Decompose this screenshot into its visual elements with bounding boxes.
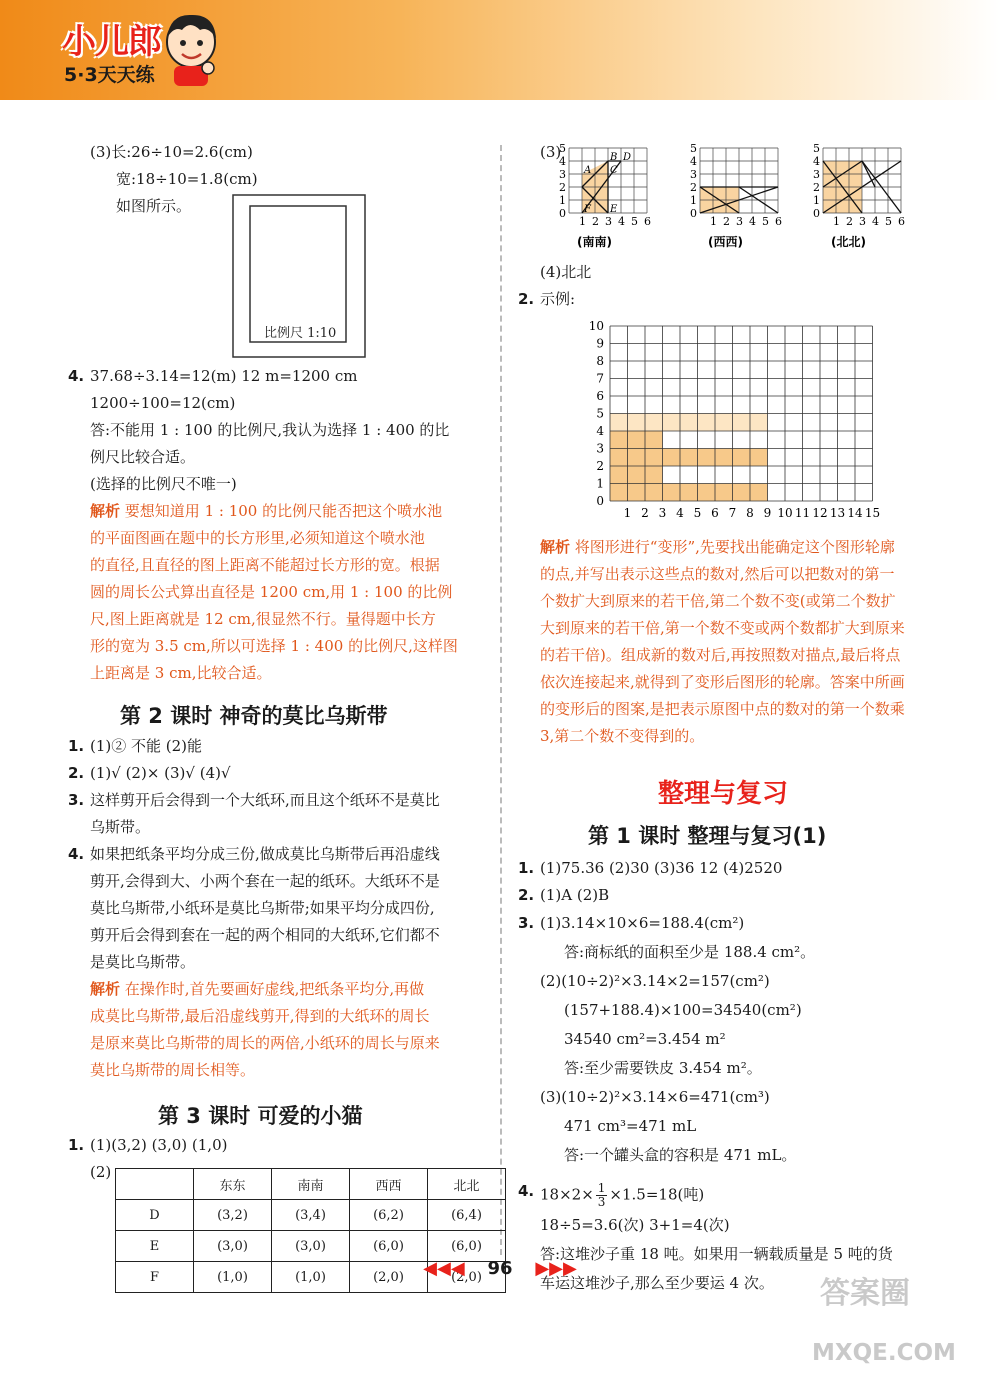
analysis-line: 要想知道用 1 : 100 的比例尺能否把这个喷水池: [124, 502, 443, 520]
y-tick-label: 4: [559, 155, 566, 168]
table-cell: (3,2): [194, 1200, 272, 1231]
x-tick-label: 3: [736, 215, 743, 228]
table-cell: (1,0): [194, 1262, 272, 1293]
analysis-line: 莫比乌斯带的周长相等。: [90, 1061, 256, 1079]
answer-line: 剪开,会得到大、小两个套在一起的纸环。大纸环不是: [90, 872, 440, 890]
analysis-line: 成莫比乌斯带,最后沿虚线剪开,得到的大纸环的周长: [90, 1007, 430, 1025]
answer-line: (选择的比例尺不唯一): [90, 475, 237, 493]
y-tick-label: 4: [596, 424, 604, 438]
point-label: E: [610, 204, 618, 215]
answer-line: (3): [540, 143, 562, 161]
answer-line: (1)√ (2)× (3)√ (4)√: [90, 764, 231, 782]
answer-line: 示例:: [540, 290, 576, 308]
lesson-title: 第 2 课时 神奇的莫比乌斯带: [120, 704, 388, 728]
x-tick-label: 2: [846, 215, 853, 228]
x-tick-label: 6: [898, 215, 905, 228]
x-tick-label: 5: [693, 506, 702, 520]
table-header-cell: 南南: [272, 1169, 350, 1200]
analysis-line: 是原来莫比乌斯带的周长的两倍,小纸环的周长与原来: [90, 1034, 440, 1052]
y-tick-label: 3: [559, 168, 566, 181]
answer-line: (1)② 不能 (2)能: [90, 737, 203, 755]
x-tick-label: 3: [859, 215, 866, 228]
table-cell: (6,2): [350, 1200, 428, 1231]
table-cell: (1,0): [272, 1262, 350, 1293]
analysis-line: 上距离是 3 cm,比较合适。: [90, 664, 272, 682]
lesson-title: 第 3 课时 可爱的小猫: [158, 1104, 363, 1128]
x-tick-label: 5: [885, 215, 892, 228]
prev-arrows-icon: ◀◀◀: [423, 1258, 465, 1279]
analysis-block: [90, 502, 442, 522]
answer-line: 乌斯带。: [90, 818, 151, 836]
x-tick-label: 8: [746, 506, 754, 520]
question-number: 4.: [518, 1182, 535, 1200]
point-label: A: [584, 165, 592, 176]
table-header-cell: 北北: [428, 1169, 506, 1200]
table-cell: (6,4): [428, 1200, 506, 1231]
table-header-cell: [116, 1169, 194, 1200]
next-arrows-icon: ▶▶▶: [535, 1258, 577, 1279]
question-number: 4.: [68, 845, 85, 863]
question-number: 3.: [68, 791, 85, 809]
table-header-cell: 西西: [350, 1169, 428, 1200]
answer-line: 是莫比乌斯带。: [90, 953, 196, 971]
mascot-icon: [160, 10, 222, 88]
y-tick-label: 3: [690, 168, 697, 181]
expression-part: 18×2×: [540, 1185, 594, 1204]
y-tick-label: 6: [596, 389, 604, 403]
answer-line: 471 cm³=471 mL: [564, 1117, 697, 1135]
x-tick-label: 15: [864, 506, 881, 520]
y-tick-label: 5: [559, 142, 566, 155]
answer-line: 37.68÷3.14=12(m) 12 m=1200 cm: [90, 367, 358, 385]
page-number: 96: [487, 1258, 513, 1279]
answer-line: (1)3.14×10×6=188.4(cm²): [540, 914, 745, 932]
question-number: 4.: [68, 367, 85, 385]
question-number: 1.: [68, 737, 85, 755]
fraction: [596, 1182, 608, 1209]
question-number: 3.: [518, 914, 535, 932]
y-tick-label: 5: [596, 406, 604, 421]
logo-subtitle: 5·3天天练: [64, 64, 155, 86]
answer-line: (3)长:26÷10=2.6(cm): [90, 143, 253, 161]
watermark-logo: 答案圈: [820, 1276, 910, 1311]
answer-line: (2)(10÷2)²×3.14×2=157(cm²): [540, 972, 770, 990]
y-tick-label: 1: [559, 194, 566, 207]
coordinate-grid-chart: [588, 318, 898, 530]
answer-line: 答:至少需要铁皮 3.454 m²。: [564, 1059, 762, 1077]
analysis-block: [540, 538, 895, 558]
section-title: 整理与复习: [658, 779, 789, 809]
analysis-line: 的若干倍)。组成新的数对后,再按照数对描点,最后将点: [540, 646, 901, 664]
analysis-line: 将图形进行“变形”,先要找出能确定这个图形轮廓: [574, 538, 895, 556]
answer-line: 34540 cm²=3.454 m²: [564, 1030, 726, 1048]
y-tick-label: 3: [813, 168, 820, 181]
x-tick-label: 12: [812, 506, 828, 520]
analysis-line: 在操作时,首先要画好虚线,把纸条平均分,再做: [124, 980, 425, 998]
y-tick-label: 1: [813, 194, 820, 207]
shape-fill: [610, 414, 768, 432]
watermark-url: MXQE.COM: [812, 1340, 956, 1366]
answer-line: (3)(10÷2)²×3.14×6=471(cm³): [540, 1088, 770, 1106]
y-tick-label: 4: [690, 155, 697, 168]
y-tick-label: 5: [690, 142, 697, 155]
point-label: C: [610, 165, 618, 176]
point-label: B: [610, 152, 618, 163]
point-label: F: [584, 204, 591, 215]
answer-line: [540, 1182, 704, 1209]
analysis-line: 的平面图画在题中的长方形里,必须知道这个喷水池: [90, 529, 425, 547]
analysis-line: 形的宽为 3.5 cm,所以可选择 1 : 400 的比例尺,这样图: [90, 637, 458, 655]
y-tick-label: 2: [813, 181, 820, 194]
table-cell: (2,0): [428, 1262, 506, 1293]
table-row: [116, 1231, 506, 1262]
analysis-label: 解析: [90, 502, 121, 520]
answer-line: 答:这堆沙子重 18 吨。如果用一辆载质量是 5 吨的货: [540, 1245, 893, 1263]
x-tick-label: 5: [762, 215, 769, 228]
x-tick-label: 3: [605, 215, 612, 228]
answer-line: 1200÷100=12(cm): [90, 394, 236, 412]
y-tick-label: 0: [596, 494, 604, 508]
answer-line: 答:不能用 1 : 100 的比例尺,我认为选择 1 : 400 的比: [90, 421, 450, 439]
analysis-label: 解析: [90, 980, 121, 998]
answer-line: 宽:18÷10=1.8(cm): [116, 170, 258, 188]
question-number: 2.: [518, 290, 535, 308]
point-label: D: [623, 152, 632, 163]
x-tick-label: 10: [777, 506, 793, 520]
fraction-denominator: 3: [597, 1195, 606, 1210]
answer-line: (1)75.36 (2)30 (3)36 12 (4)2520: [540, 859, 783, 877]
grid-caption: (北北): [831, 235, 866, 249]
y-tick-label: 2: [690, 181, 697, 194]
table-cell: (3,0): [272, 1231, 350, 1262]
table-header-row: [116, 1169, 506, 1200]
question-number: 2.: [518, 886, 535, 904]
table-row: [116, 1200, 506, 1231]
x-tick-label: 9: [763, 506, 772, 520]
analysis-line: 大到原来的若干倍,第一个数不变或两个数都扩大到原来: [540, 619, 905, 637]
answer-line: 18÷5=3.6(次) 3+1=4(次): [540, 1216, 730, 1234]
table-cell: E: [116, 1231, 194, 1262]
y-tick-label: 5: [813, 142, 820, 155]
table-cell: (6,0): [350, 1231, 428, 1262]
analysis-line: 3,第二个数不变得到的。: [540, 727, 705, 745]
table-cell: (3,4): [272, 1200, 350, 1231]
y-tick-label: 2: [596, 459, 604, 473]
answer-line: 莫比乌斯带,小纸环是莫比乌斯带;如果平均分成四份,: [90, 899, 435, 917]
column-divider: [500, 145, 502, 1255]
answer-line: 如图所示。: [116, 197, 192, 215]
analysis-line: 的直径,且直径的图上距离不能超过长方形的宽。根据: [90, 556, 440, 574]
table-cell: (6,0): [428, 1231, 506, 1262]
x-tick-label: 1: [623, 506, 632, 520]
x-tick-label: 4: [872, 215, 879, 228]
y-tick-label: 7: [596, 371, 604, 386]
lesson-title: 第 1 课时 整理与复习(1): [588, 824, 827, 848]
y-tick-label: 3: [596, 441, 604, 456]
x-tick-label: 4: [676, 506, 684, 520]
answer-line: 如果把纸条平均分成三份,做成莫比乌斯带后再沿虚线: [90, 845, 440, 863]
scale-rectangle-figure: [232, 194, 366, 358]
answer-line: (4)北北: [540, 263, 592, 281]
table-cell: (3,0): [194, 1231, 272, 1262]
x-tick-label: 6: [644, 215, 651, 228]
question-number: 1.: [68, 1136, 85, 1154]
x-tick-label: 13: [829, 506, 846, 520]
analysis-line: 依次连接起来,就得到了变形后图形的轮廓。答案中所画: [540, 673, 905, 691]
answer-line: (2): [90, 1163, 112, 1181]
analysis-line: 的点,并写出表示这些点的数对,然后可以把数对的第一: [540, 565, 895, 583]
answer-line: 这样剪开后会得到一个大纸环,而且这个纸环不是莫比: [90, 791, 440, 809]
x-tick-label: 1: [833, 215, 840, 228]
x-tick-label: 2: [641, 506, 649, 520]
x-tick-label: 6: [711, 506, 719, 520]
x-tick-label: 14: [847, 506, 863, 520]
answer-line: (1)(3,2) (3,0) (1,0): [90, 1136, 228, 1154]
table-cell: (2,0): [350, 1262, 428, 1293]
y-tick-label: 4: [813, 155, 820, 168]
expression-part: ×1.5=18(吨): [609, 1185, 705, 1204]
answer-line: (157+188.4)×100=34540(cm²): [564, 1001, 802, 1019]
x-tick-label: 3: [658, 506, 667, 520]
x-tick-label: 1: [579, 215, 586, 228]
y-tick-label: 1: [690, 194, 697, 207]
x-tick-label: 7: [728, 506, 737, 520]
analysis-line: 圆的周长公式算出直径是 1200 cm,用 1 : 100 的比例: [90, 583, 453, 601]
table-cell: F: [116, 1262, 194, 1293]
table-header-cell: 东东: [194, 1169, 272, 1200]
fraction-numerator: 1: [597, 1181, 606, 1195]
answer-line: 答:一个罐头盒的容积是 471 mL。: [564, 1146, 797, 1164]
answer-line: 剪开后会得到套在一起的两个相同的大纸环,它们都不: [90, 926, 440, 944]
x-tick-label: 4: [618, 215, 625, 228]
analysis-line: 尺,图上距离就是 12 cm,很显然不行。量得题中长方: [90, 610, 436, 628]
x-tick-label: 6: [775, 215, 782, 228]
answer-line: 车运这堆沙子,那么至少要运 4 次。: [540, 1274, 774, 1292]
answer-line: 答:商标纸的面积至少是 188.4 cm²。: [564, 943, 816, 961]
x-tick-label: 2: [592, 215, 599, 228]
y-tick-label: 0: [690, 207, 697, 220]
question-number: 1.: [518, 859, 535, 877]
analysis-block: [90, 980, 424, 1000]
y-tick-label: 8: [596, 354, 604, 368]
y-tick-label: 0: [813, 207, 820, 220]
x-tick-label: 5: [631, 215, 638, 228]
logo-title: 小儿郎: [62, 22, 161, 62]
answer-line: (1)A (2)B: [540, 886, 610, 904]
scale-label: 比例尺 1:10: [264, 326, 337, 341]
analysis-line: 个数扩大到原来的若干倍,第二个数不变(或第二个数扩: [540, 592, 896, 610]
grid-caption: (西西): [708, 235, 743, 249]
table-cell: D: [116, 1200, 194, 1231]
x-tick-label: 2: [723, 215, 730, 228]
x-tick-label: 11: [794, 506, 811, 520]
answer-line: 例尺比较合适。: [90, 448, 196, 466]
x-tick-label: 4: [749, 215, 756, 228]
y-tick-label: 2: [559, 181, 566, 194]
small-grids-figure: [555, 140, 935, 252]
y-tick-label: 9: [596, 336, 604, 351]
x-tick-label: 1: [710, 215, 717, 228]
analysis-line: 的变形后的图案,是把表示原图中点的数对的第一个数乘: [540, 700, 905, 718]
question-number: 2.: [68, 764, 85, 782]
analysis-label: 解析: [540, 538, 571, 556]
grid-caption: (南南): [577, 235, 612, 249]
y-tick-label: 1: [596, 476, 604, 491]
y-tick-label: 0: [559, 207, 566, 220]
y-tick-label: 10: [588, 319, 604, 333]
